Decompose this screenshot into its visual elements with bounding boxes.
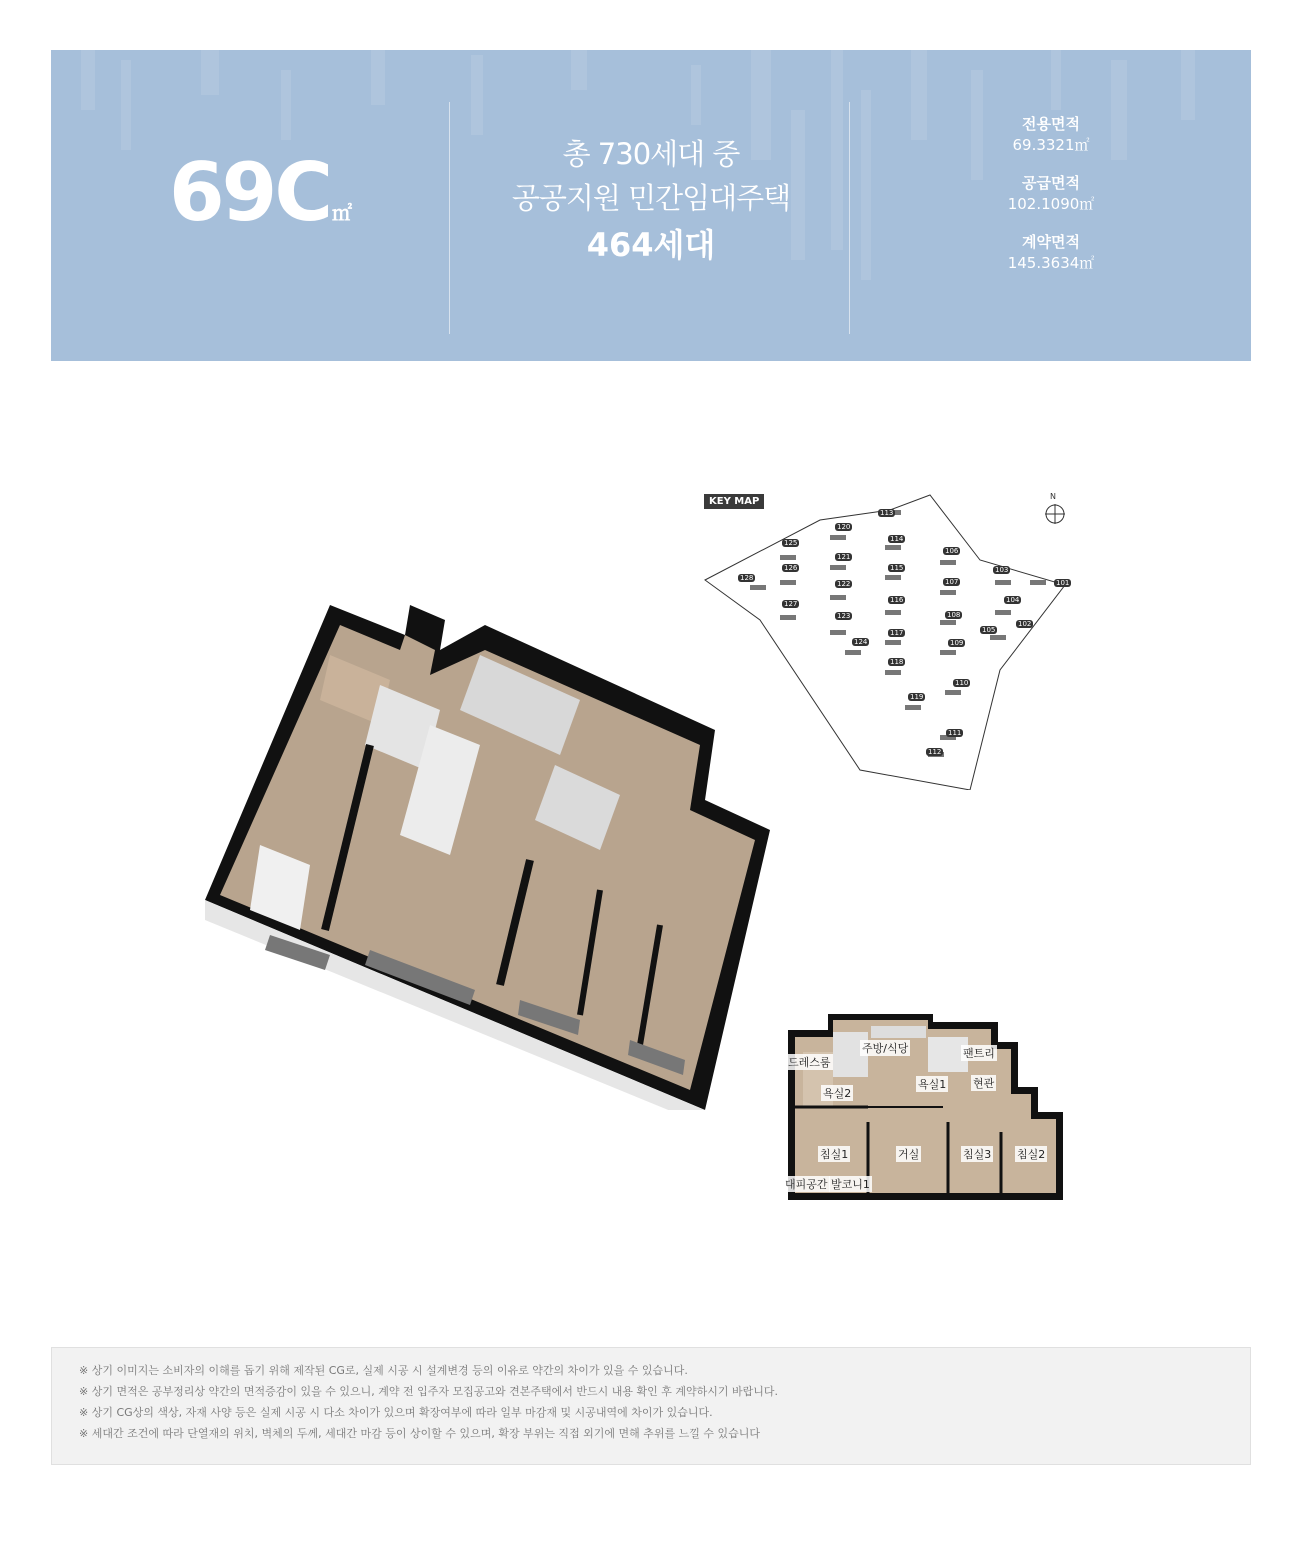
room-label-bath1: 욕실1 [918, 1078, 947, 1091]
room-label-balcony1: 발코니1 [831, 1178, 870, 1191]
building-label: 128 [740, 574, 754, 582]
disclaimer-notes [51, 1347, 1251, 1465]
summary-line-1: 총 730세대 중 [562, 137, 740, 171]
unit-type-unit: ㎡ [332, 201, 353, 225]
unit-type-banner [51, 50, 1251, 361]
unit-type-name: 69C [169, 146, 331, 239]
summary-line-2: 공공지원 민간임대주택 [511, 181, 791, 215]
area-value-exclusive: 69.3321㎡ [1012, 136, 1090, 154]
building-label: 123 [837, 612, 851, 620]
north-indicator-label: N [1050, 492, 1056, 501]
room-label-living: 거실 [898, 1148, 920, 1161]
room-label-bedroom3: 침실3 [963, 1148, 992, 1161]
building-label: 102 [1018, 620, 1032, 628]
room-label-kitchen: 주방/식당 [862, 1042, 909, 1055]
room-label-bedroom2: 침실2 [1017, 1148, 1046, 1161]
building-label: 106 [945, 547, 959, 555]
room-label-dressroom: 드레스룸 [788, 1056, 831, 1069]
building-label: 103 [995, 566, 1009, 574]
isometric-floor-plan-image [200, 595, 780, 1110]
note-item: ※ 상기 CG상의 색상, 자재 사양 등은 실제 시공 시 다소 차이가 있으며 확장여부에 따라 일부 마감재 및 시공내역에 차이가 있습니다. [79, 1406, 713, 1419]
building-label: 105 [982, 626, 996, 634]
building-label: 122 [837, 580, 851, 588]
building-label: 110 [955, 679, 969, 687]
key-map-title: KEY MAP [704, 494, 764, 509]
building-label: 116 [890, 596, 904, 604]
building-label: 107 [945, 578, 959, 586]
building-label: 115 [890, 564, 904, 572]
building-label: 108 [947, 611, 961, 619]
room-label-entrance: 현관 [973, 1077, 995, 1090]
building-label: 113 [880, 509, 894, 517]
room-label-bedroom1: 침실1 [820, 1148, 849, 1161]
area-label-supply: 공급면적 [1022, 174, 1080, 192]
room-label-bath2: 욕실2 [823, 1087, 852, 1100]
banner-divider [449, 102, 450, 334]
building-label: 120 [837, 523, 851, 531]
building-label: 114 [890, 535, 904, 543]
room-label-pantry: 팬트리 [963, 1047, 995, 1060]
area-value-contract: 145.3634㎡ [1007, 254, 1095, 272]
building-label: 111 [948, 729, 962, 737]
key-map [700, 490, 1080, 790]
note-item: ※ 상기 이미지는 소비자의 이해를 돕기 위해 제작된 CG로, 실제 시공 시 설계변경 등의 이유로 약간의 차이가 있을 수 있습니다. [79, 1364, 688, 1377]
building-label: 119 [910, 693, 924, 701]
summary-count: 464세대 [586, 226, 716, 264]
area-list [951, 112, 1151, 291]
note-item: ※ 세대간 조건에 따라 단열재의 위치, 벽체의 두께, 세대간 마감 등이 상이할 수 있으며, 확장 부위는 직접 외기에 면해 추위를 느낄 수 있습니다 [79, 1427, 761, 1440]
note-item: ※ 상기 면적은 공부정리상 약간의 면적증감이 있을 수 있으니, 계약 전 입주자 모집공고와 견본주택에서 반드시 내용 확인 후 계약하시기 바랍니다. [79, 1385, 778, 1398]
building-label: 104 [1006, 596, 1020, 604]
building-label: 109 [950, 639, 964, 647]
2d-floor-plan [783, 1012, 1068, 1204]
building-label: 124 [854, 638, 868, 646]
building-label: 118 [890, 658, 904, 666]
building-label: 101 [1056, 579, 1070, 587]
building-label: 117 [890, 629, 904, 637]
building-label: 125 [784, 539, 798, 547]
household-summary [451, 132, 851, 270]
area-label-contract: 계약면적 [1022, 233, 1080, 251]
room-label-refuge-space: 대피공간 [785, 1178, 828, 1191]
unit-type-title [169, 146, 352, 239]
building-label: 126 [784, 564, 798, 572]
area-label-exclusive: 전용면적 [1022, 115, 1080, 133]
building-label: 112 [928, 748, 942, 756]
building-label: 127 [784, 600, 798, 608]
area-value-supply: 102.1090㎡ [1007, 195, 1095, 213]
building-label: 121 [837, 553, 851, 561]
